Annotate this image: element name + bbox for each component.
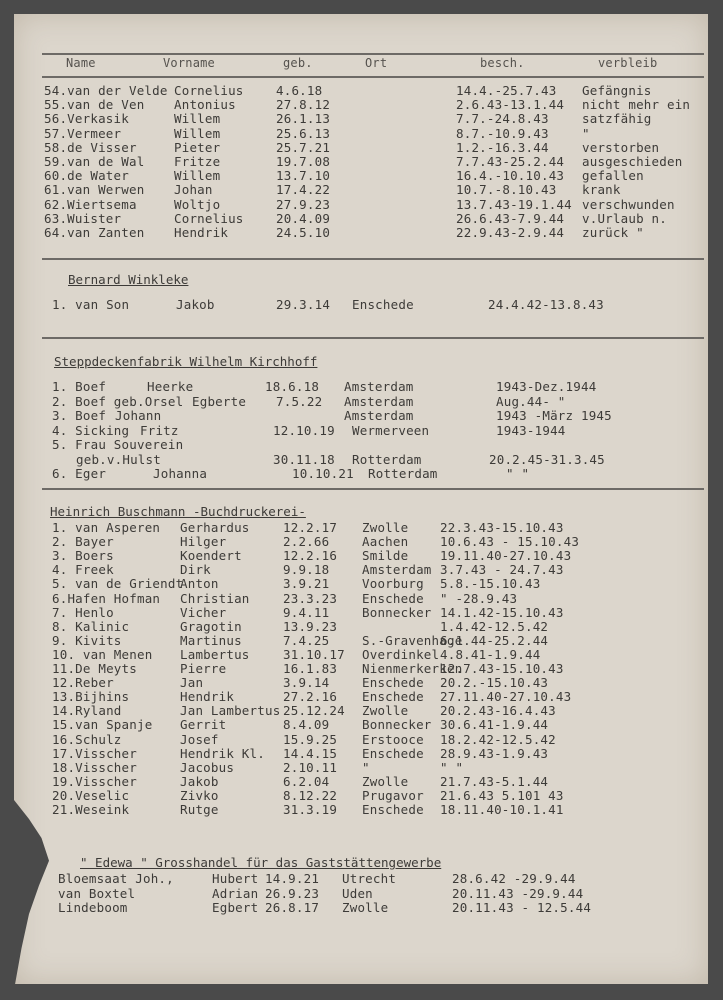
cell-besch: besch. — [480, 56, 525, 70]
cell-name: 62.Wiertsema — [44, 196, 137, 212]
cell-name: 18.Visscher — [52, 759, 137, 775]
cell-verbleib: " — [582, 125, 590, 141]
cell-geb: 16.1.83 — [283, 661, 338, 676]
cell-vorname: Johann — [115, 408, 162, 423]
cell-ort: Enschede — [362, 689, 424, 705]
cell-ort: Ort — [365, 56, 388, 70]
table-row — [0, 380, 723, 394]
cell-ort: Rotterdam — [368, 466, 438, 481]
cell-vorname: Cornelius — [174, 83, 244, 98]
cell-geb: 12.10.19 — [273, 422, 335, 438]
cell-besch: 21.7.43-5.1.44 — [440, 773, 549, 789]
cell-vorname: Pierre — [180, 661, 227, 676]
cell-besch: 20.2.45-31.3.45 — [489, 451, 605, 467]
cell-verbleib: ausgeschieden — [582, 154, 683, 169]
cell-ort: Amsterdam — [362, 562, 432, 578]
cell-verbleib: satzfähig — [582, 111, 652, 127]
cell-name: 2. Bayer — [52, 534, 114, 550]
cell-ort: Voorburg — [362, 576, 424, 592]
cell-vorname: Antonius — [174, 97, 236, 113]
table-row — [0, 733, 723, 747]
cell-geb: geb. — [283, 56, 313, 70]
cell-geb: 29.3.14 — [276, 297, 331, 312]
cell-ort: Amsterdam — [344, 379, 414, 394]
cell-name: 6. Eger — [52, 466, 107, 481]
cell-name: 54.van der Velde — [44, 83, 168, 98]
cell-besch: 18.2.42-12.5.42 — [440, 731, 556, 747]
cell-vorname: Adrian — [212, 885, 259, 901]
cell-ort: Erstooce — [362, 731, 424, 747]
cell-besch: 20.11.43 -29.9.44 — [452, 885, 584, 901]
cell-besch: 24.4.42-13.8.43 — [488, 297, 604, 312]
cell-name: 7. Henlo — [52, 604, 114, 620]
table-row — [0, 395, 723, 409]
cell-name: van Boxtel — [58, 885, 136, 901]
cell-vorname: Rutge — [180, 802, 219, 817]
cell-ort: Zwolle — [342, 900, 389, 915]
cell-geb: 9.9.18 — [283, 562, 330, 578]
table-row — [0, 690, 723, 704]
cell-vorname: Josef — [180, 731, 219, 747]
cell-besch: 12.7.43-15.10.43 — [440, 661, 564, 676]
table-row — [0, 467, 723, 481]
cell-vorname: Pieter — [174, 139, 221, 155]
cell-geb: 25.6.13 — [276, 125, 331, 141]
table-row — [0, 521, 723, 535]
cell-vorname: Dirk — [180, 562, 211, 578]
cell-vorname: Jan — [180, 675, 204, 691]
cell-besch: 27.11.40-27.10.43 — [440, 689, 572, 705]
table-row — [0, 169, 723, 183]
cell-name: 12.Reber — [52, 675, 114, 691]
cell-name: 20.Veselic — [52, 787, 130, 803]
cell-geb: 17.4.22 — [276, 182, 331, 198]
table-row — [0, 424, 723, 438]
cell-verbleib: nicht mehr ein — [582, 97, 691, 113]
cell-geb: 20.4.09 — [276, 210, 331, 226]
header-rule-top — [42, 53, 704, 55]
cell-geb: 24.5.10 — [276, 225, 331, 240]
cell-name: 59.van de Wal — [44, 154, 145, 169]
cell-name: 58.de Visser — [44, 139, 137, 155]
cell-ort: Bonnecker — [362, 717, 432, 733]
section-rule-3 — [42, 488, 704, 490]
table-row — [0, 775, 723, 789]
cell-name: 64.van Zanten — [44, 225, 145, 240]
cell-besch: 5.8.-15.10.43 — [440, 576, 541, 592]
cell-name: 63.Wuister — [44, 210, 122, 226]
header-rule-bottom — [42, 76, 704, 78]
table-row — [0, 226, 723, 240]
cell-geb: 31.3.19 — [283, 802, 338, 817]
cell-ort: Enschede — [362, 590, 424, 606]
cell-geb: 27.9.23 — [276, 196, 331, 212]
cell-ort: Rotterdam — [352, 451, 422, 467]
table-row — [0, 563, 723, 577]
cell-name: Bloemsaat Joh., — [58, 871, 174, 886]
cell-geb: 25.7.21 — [276, 139, 331, 155]
cell-geb: 3.9.14 — [283, 675, 330, 691]
cell-besch: 21.6.43 5.101 43 — [440, 787, 564, 803]
cell-besch: 1943-1944 — [496, 422, 566, 438]
cell-besch: 28.9.43-1.9.43 — [440, 745, 549, 761]
cell-geb: 27.2.16 — [283, 689, 338, 705]
cell-besch: 1.2.-16.3.44 — [456, 139, 549, 155]
cell-geb: 27.8.12 — [276, 97, 331, 113]
cell-vorname: Heerke — [147, 379, 194, 394]
cell-geb: 30.11.18 — [273, 451, 335, 467]
cell-ort: " — [362, 759, 370, 775]
cell-besch: 28.6.42 -29.9.44 — [452, 871, 576, 886]
cell-besch: 19.11.40-27.10.43 — [440, 548, 572, 564]
cell-besch: 10.7.-8.10.43 — [456, 182, 557, 198]
cell-geb: 25.12.24 — [283, 703, 345, 719]
cell-geb: 13.7.10 — [276, 168, 331, 184]
cell-besch: 20.2.-15.10.43 — [440, 675, 549, 691]
table-row — [0, 789, 723, 803]
cell-ort: Enschede — [362, 802, 424, 817]
section-rule-1 — [42, 258, 704, 260]
table-row — [0, 887, 723, 901]
cell-geb: 3.9.21 — [283, 576, 330, 592]
cell-ort: Enschede — [352, 297, 414, 312]
cell-name: 17.Visscher — [52, 745, 137, 761]
cell-vorname: Hubert — [212, 871, 259, 886]
cell-besch: 13.7.43-19.1.44 — [456, 196, 572, 212]
cell-name: 11.De Meyts — [52, 661, 137, 676]
cell-name: 16.Schulz — [52, 731, 122, 747]
cell-geb: 14.4.15 — [283, 745, 338, 761]
cell-ort: Amsterdam — [344, 393, 414, 409]
table-row — [0, 634, 723, 648]
cell-vorname: Jakob — [176, 297, 215, 312]
cell-name: 60.de Water — [44, 168, 129, 184]
cell-name: 57.Vermeer — [44, 125, 122, 141]
cell-vorname: Willem — [174, 168, 221, 184]
cell-name: 19.Visscher — [52, 773, 137, 789]
cell-ort: Bonnecker — [362, 604, 432, 620]
table-row — [0, 704, 723, 718]
cell-geb: 10.10.21 — [292, 466, 354, 481]
cell-besch: 7.7.43-25.2.44 — [456, 154, 565, 169]
table-row — [0, 198, 723, 212]
section-title-buschmann: Heinrich Buschmann -Buchdruckerei- — [50, 504, 306, 519]
cell-geb: 6.2.04 — [283, 773, 330, 789]
cell-besch: 1943 -März 1945 — [496, 408, 612, 423]
cell-vorname: Christian — [180, 590, 250, 606]
cell-name: 4. Freek — [52, 562, 114, 578]
cell-geb: 2.10.11 — [283, 759, 338, 775]
cell-ort: Enschede — [362, 745, 424, 761]
table-row — [0, 872, 723, 886]
cell-vorname: Fritz — [140, 422, 179, 438]
cell-besch: 10.6.43 - 15.10.43 — [440, 534, 580, 550]
cell-vorname: Willem — [174, 111, 221, 127]
cell-name: 5. van de Griendt — [52, 576, 184, 592]
cell-name: 5. Frau Souverein — [52, 437, 184, 452]
cell-vorname: Koendert — [180, 548, 242, 564]
cell-vorname: Gragotin — [180, 618, 242, 634]
table-row — [0, 662, 723, 676]
cell-besch: " -28.9.43 — [440, 590, 518, 606]
table-row — [0, 155, 723, 169]
cell-name: 15.van Spanje — [52, 717, 153, 733]
cell-geb: 26.8.17 — [265, 900, 320, 915]
cell-geb: 2.2.66 — [283, 534, 330, 550]
cell-besch: 16.4.-10.10.43 — [456, 168, 565, 184]
cell-vorname: Anton — [180, 576, 219, 592]
cell-ort: S.-Gravenhage — [362, 632, 463, 648]
cell-ort: Wermerveen — [352, 422, 430, 438]
cell-name: 8. Kalinic — [52, 618, 130, 634]
cell-name: 1. van Son — [52, 297, 130, 312]
cell-name: 1. van Asperen — [52, 520, 161, 535]
section-title-kirchhoff: Steppdeckenfabrik Wilhelm Kirchhoff — [54, 354, 318, 369]
cell-besch: 2.6.43-13.1.44 — [456, 97, 565, 113]
table-header — [0, 56, 723, 70]
cell-besch: 22.3.43-15.10.43 — [440, 520, 564, 535]
cell-name: 1. Boef — [52, 379, 107, 394]
cell-name: 9. Kivits — [52, 632, 122, 648]
table-row — [0, 141, 723, 155]
cell-name: 3. Boef — [52, 408, 107, 423]
cell-vorname: Vorname — [163, 56, 215, 70]
table-row — [0, 648, 723, 662]
cell-vorname: Woltjo — [174, 196, 221, 212]
cell-verbleib: verbleib — [598, 56, 658, 70]
table-row — [0, 676, 723, 690]
cell-geb: 12.2.17 — [283, 520, 338, 535]
cell-verbleib: zurück " — [582, 225, 644, 240]
cell-vorname: Martinus — [180, 632, 242, 648]
cell-vorname: Egberte — [192, 393, 247, 409]
cell-geb: 23.3.23 — [283, 590, 338, 606]
table-row — [0, 298, 723, 312]
cell-besch: Aug.44- " — [496, 393, 566, 409]
cell-ort: Uden — [342, 885, 373, 901]
cell-besch: 4.8.41-1.9.44 — [440, 646, 541, 662]
cell-verbleib: verschwunden — [582, 196, 675, 212]
cell-name: Lindeboom — [58, 900, 128, 915]
cell-geb: 8.12.22 — [283, 787, 338, 803]
table-row — [0, 98, 723, 112]
cell-geb: 26.9.23 — [265, 885, 320, 901]
cell-besch: 20.11.43 - 12.5.44 — [452, 900, 592, 915]
cell-besch: 14.4.-25.7.43 — [456, 83, 557, 98]
cell-vorname: Vicher — [180, 604, 227, 620]
cell-verbleib: krank — [582, 182, 621, 198]
cell-besch: " " — [506, 466, 530, 481]
cell-besch: 14.1.42-15.10.43 — [440, 604, 564, 620]
cell-ort: Nienmerkerken — [362, 661, 463, 676]
cell-vorname: Hilger — [180, 534, 227, 550]
cell-name: geb.v.Hulst — [76, 451, 161, 467]
cell-besch: 6.1.44-25.2.44 — [440, 632, 549, 648]
cell-vorname: Jan Lambertus — [180, 703, 281, 719]
cell-vorname: Fritze — [174, 154, 221, 169]
cell-name: 4. Sicking — [52, 422, 130, 438]
cell-name: Name — [66, 56, 96, 70]
cell-besch: 1943-Dez.1944 — [496, 379, 597, 394]
cell-ort: Smilde — [362, 548, 409, 564]
cell-geb: 19.7.08 — [276, 154, 331, 169]
cell-name: 6.Hafen Hofman — [52, 590, 161, 606]
cell-geb: 18.6.18 — [265, 379, 320, 394]
cell-besch: 3.7.43 - 24.7.43 — [440, 562, 564, 578]
table-row — [0, 409, 723, 423]
cell-name: 14.Ryland — [52, 703, 122, 719]
cell-geb: 31.10.17 — [283, 646, 345, 662]
cell-ort: Enschede — [362, 675, 424, 691]
table-row — [0, 212, 723, 226]
cell-verbleib: gefallen — [582, 168, 644, 184]
table-row — [0, 453, 723, 467]
cell-geb: 7.4.25 — [283, 632, 330, 648]
cell-geb: 4.6.18 — [276, 83, 323, 98]
cell-name: 13.Bijhins — [52, 689, 130, 705]
cell-besch: " " — [440, 759, 464, 775]
cell-besch: 30.6.41-1.9.44 — [440, 717, 549, 733]
cell-ort: Zwolle — [362, 520, 409, 535]
cell-besch: 7.7.-24.8.43 — [456, 111, 549, 127]
cell-geb: 12.2.16 — [283, 548, 338, 564]
cell-besch: 22.9.43-2.9.44 — [456, 225, 565, 240]
table-row — [0, 127, 723, 141]
cell-geb: 26.1.13 — [276, 111, 331, 127]
cell-vorname: Zivko — [180, 787, 219, 803]
cell-vorname: Gerhardus — [180, 520, 250, 535]
cell-besch: 18.11.40-10.1.41 — [440, 802, 564, 817]
cell-vorname: Jakob — [180, 773, 219, 789]
cell-besch: 20.2.43-16.4.43 — [440, 703, 556, 719]
table-row — [0, 761, 723, 775]
cell-verbleib: Gefängnis — [582, 83, 652, 98]
cell-vorname: Hendrik — [174, 225, 229, 240]
cell-geb: 7.5.22 — [276, 393, 323, 409]
cell-besch: 8.7.-10.9.43 — [456, 125, 549, 141]
table-row — [0, 747, 723, 761]
cell-vorname: Egbert — [212, 900, 259, 915]
section-rule-2 — [42, 337, 704, 339]
table-row — [0, 112, 723, 126]
table-row — [0, 803, 723, 817]
cell-geb: 14.9.21 — [265, 871, 320, 886]
cell-geb: 9.4.11 — [283, 604, 330, 620]
cell-name: 55.van de Ven — [44, 97, 145, 113]
cell-vorname: Johan — [174, 182, 213, 198]
cell-vorname: Cornelius — [174, 210, 244, 226]
section-title-winkleke: Bernard Winkleke — [68, 272, 189, 287]
cell-besch: 26.6.43-7.9.44 — [456, 210, 565, 226]
cell-name: 21.Weseink — [52, 802, 130, 817]
cell-vorname: Lambertus — [180, 646, 250, 662]
cell-ort: Zwolle — [362, 703, 409, 719]
cell-name: 56.Verkasik — [44, 111, 129, 127]
cell-ort: Prugavor — [362, 787, 424, 803]
table-row — [0, 901, 723, 915]
cell-ort: Amsterdam — [344, 408, 414, 423]
table-row — [0, 549, 723, 563]
table-row — [0, 84, 723, 98]
table-row — [0, 577, 723, 591]
table-row — [0, 718, 723, 732]
cell-name: 61.van Werwen — [44, 182, 145, 198]
table-row — [0, 592, 723, 606]
cell-vorname: Jacobus — [180, 759, 235, 775]
cell-geb: 8.4.09 — [283, 717, 330, 733]
cell-name: 3. Boers — [52, 548, 114, 564]
cell-name: 10. van Menen — [52, 646, 153, 662]
cell-ort: Overdinkel — [362, 646, 440, 662]
table-row — [0, 535, 723, 549]
table-row — [0, 438, 723, 452]
cell-geb: 15.9.25 — [283, 731, 338, 747]
cell-geb: 13.9.23 — [283, 618, 338, 634]
cell-name: 2. Boef geb.Orsel — [52, 393, 184, 409]
cell-vorname: Gerrit — [180, 717, 227, 733]
cell-vorname: Willem — [174, 125, 221, 141]
table-row — [0, 620, 723, 634]
table-row — [0, 606, 723, 620]
cell-verbleib: v.Urlaub n. — [582, 210, 667, 226]
section-title-edewa: " Edewa " Grosshandel für das Gaststättengewerbe — [80, 855, 442, 870]
cell-ort: Utrecht — [342, 871, 397, 886]
cell-verbleib: verstorben — [582, 139, 660, 155]
cell-besch: 1.4.42-12.5.42 — [440, 618, 549, 634]
cell-ort: Zwolle — [362, 773, 409, 789]
cell-vorname: Hendrik — [180, 689, 235, 705]
cell-vorname: Hendrik Kl. — [180, 745, 265, 761]
cell-ort: Aachen — [362, 534, 409, 550]
cell-vorname: Johanna — [153, 466, 208, 481]
table-row — [0, 183, 723, 197]
